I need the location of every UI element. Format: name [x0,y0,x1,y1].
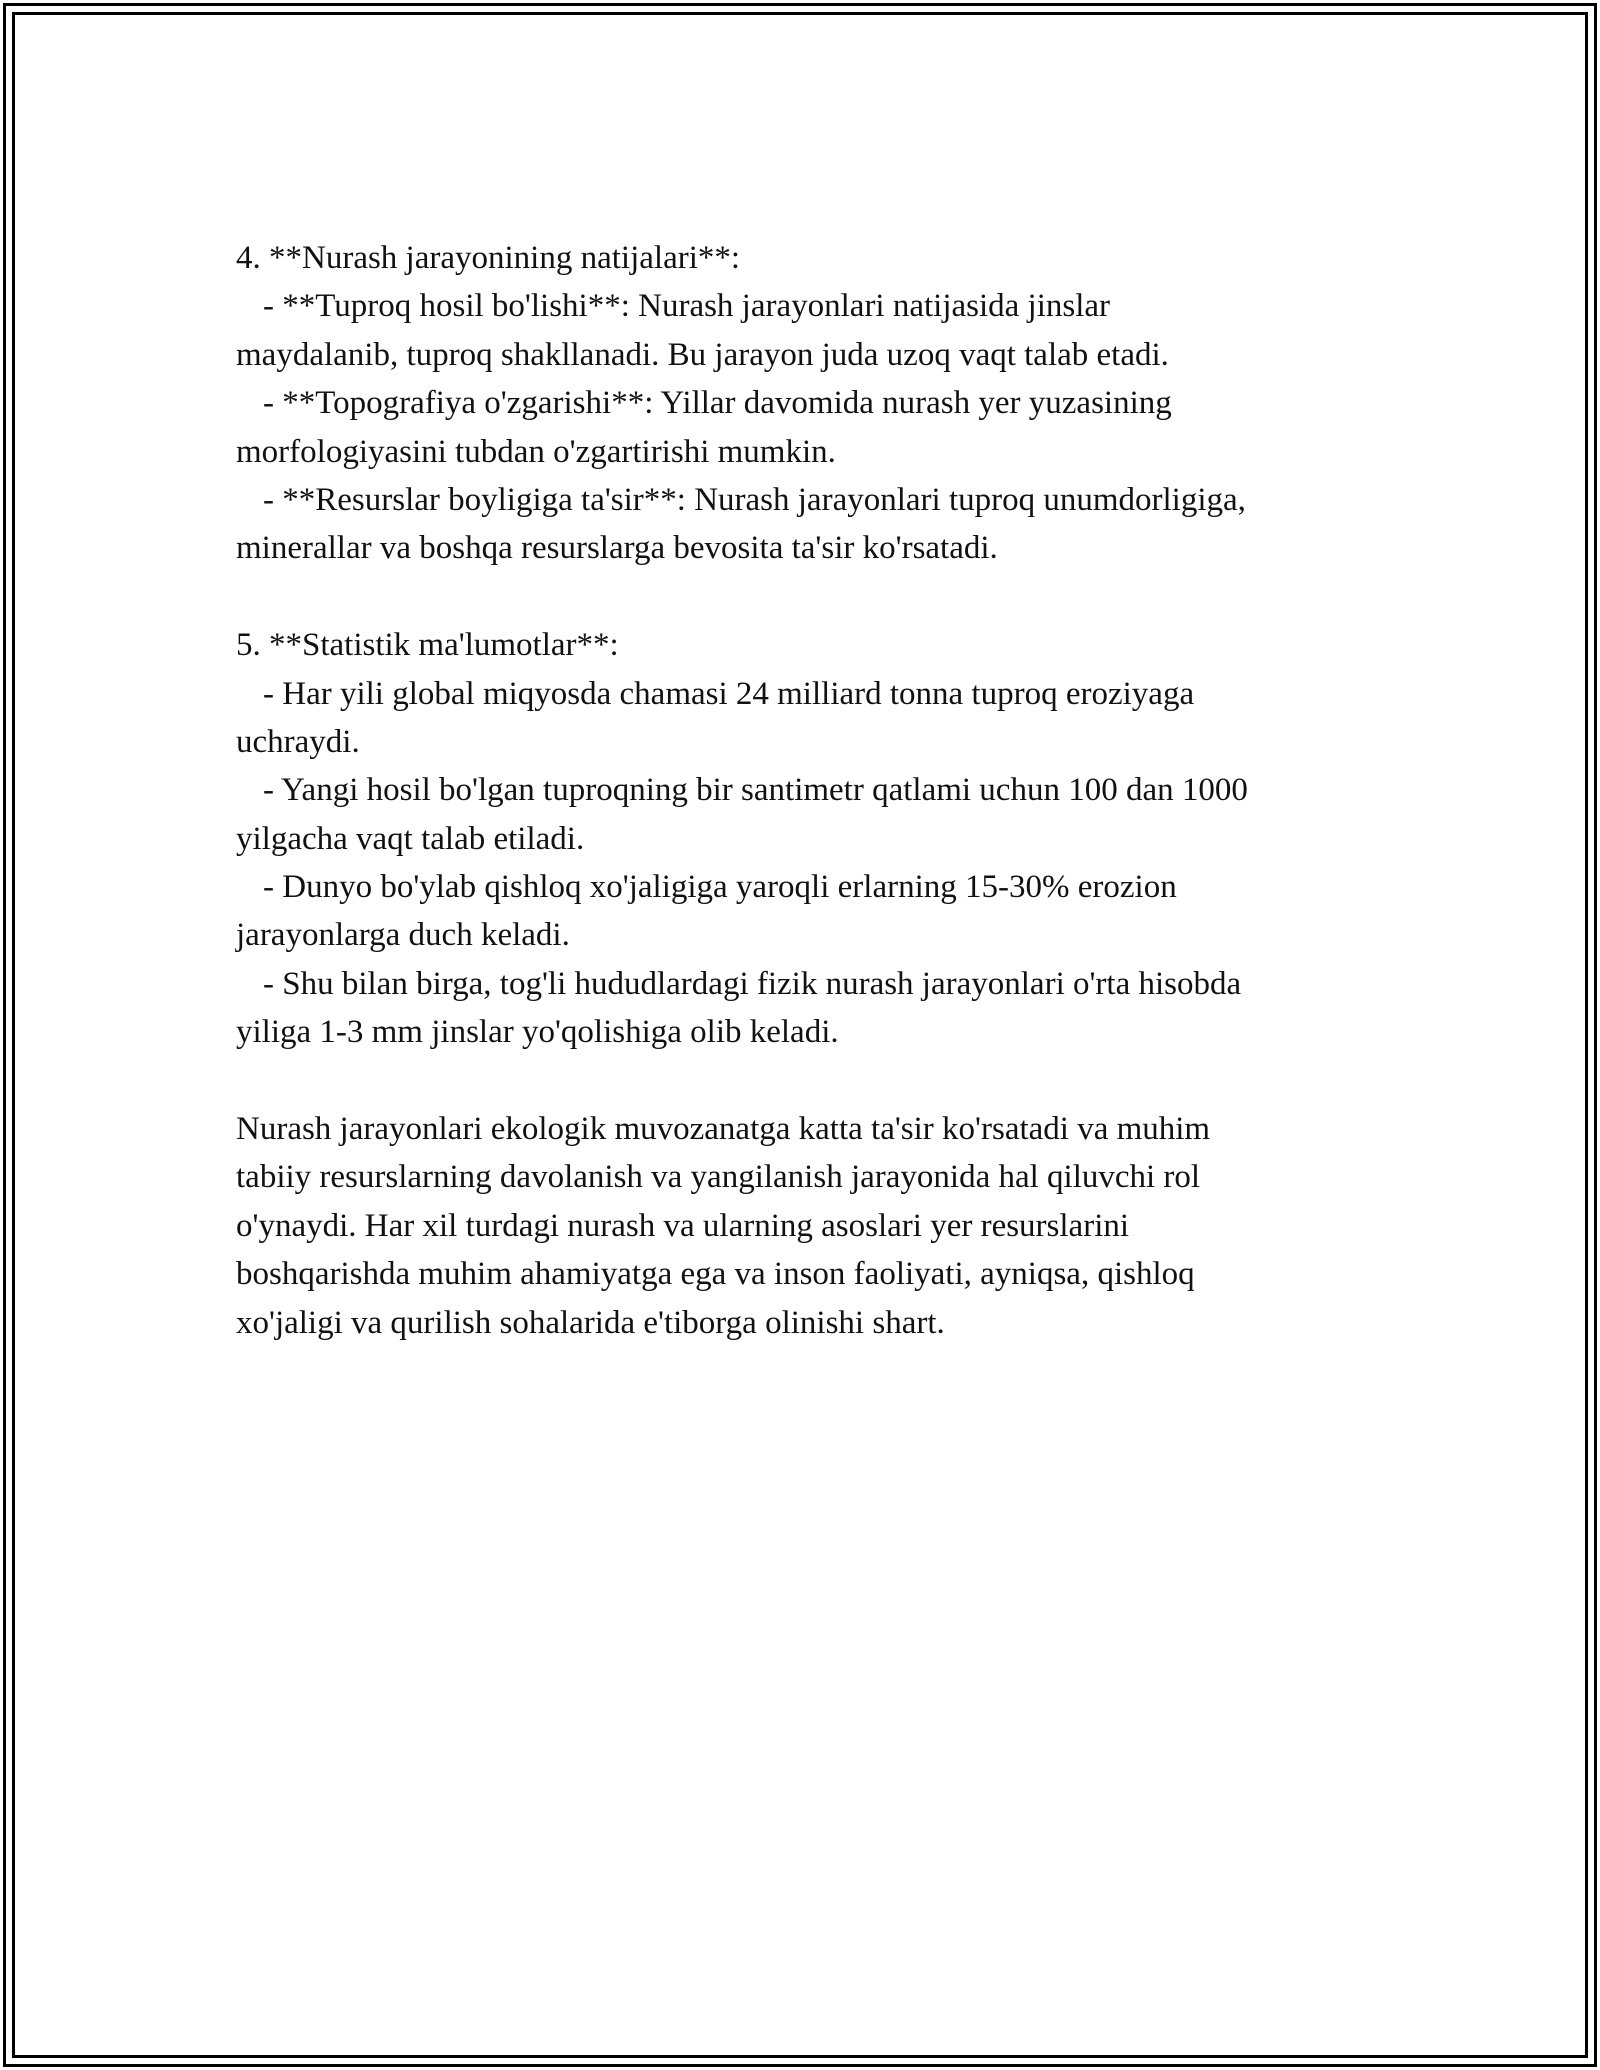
section-4-item-3-line-1: - **Resurslar boyligiga ta'sir**: Nurash jarayonlari tuproq unumdorligiga, [263,481,1246,518]
section-4-item-2-line-2: morfologiyasini tubdan o'zgartirishi mumkin. [236,433,836,470]
section-5-item-4-line-1: - Shu bilan birga, tog'li hududlardagi fizik nurash jarayonlari o'rta hisobda [263,965,1242,1002]
conclusion-line-5: xo'jaligi va qurilish sohalarida e'tiborga olinishi shart. [236,1304,945,1341]
section-5-item-3-line-2: jarayonlarga duch keladi. [236,917,570,954]
document-body [236,234,1386,1347]
paragraph-gap [236,573,1386,621]
section-5-item-2-line-1: - Yangi hosil bo'lgan tuproqning bir santimetr qatlami uchun 100 dan 1000 [263,772,1248,809]
section-4-item-1-line-1: - **Tuproq hosil bo'lishi**: Nurash jarayonlari natijasida jinslar [263,288,1111,325]
section-5-heading: 5. **Statistik ma'lumotlar**: [236,627,619,664]
conclusion-line-1: Nurash jarayonlari ekologik muvozanatga katta ta'sir ko'rsatadi va muhim [236,1111,1211,1148]
conclusion-line-4: boshqarishda muhim ahamiyatga ega va inson faoliyati, ayniqsa, qishloq [236,1256,1195,1293]
section-5-item-1-line-2: uchraydi. [236,723,360,760]
paragraph-gap [236,1057,1386,1105]
section-5-item-3-line-1: - Dunyo bo'ylab qishloq xo'jaligiga yaroqli erlarning 15-30% erozion [263,869,1177,906]
section-4-heading: 4. **Nurash jarayonining natijalari**: [236,240,741,276]
section-5-item-4-line-2: yiliga 1-3 mm jinslar yo'qolishiga olib keladi. [236,1014,839,1051]
conclusion-line-3: o'ynaydi. Har xil turdagi nurash va ularning asoslari yer resurslarini [236,1207,1130,1244]
section-5-item-2-line-2: yilgacha vaqt talab etiladi. [236,820,585,857]
section-4-item-2-line-1: - **Topografiya o'zgarishi**: Yillar davomida nurash yer yuzasining [263,385,1172,422]
section-4-item-1-line-2: maydalanib, tuproq shakllanadi. Bu jarayon juda uzoq vaqt talab etadi. [236,336,1169,373]
section-5-item-1-line-1: - Har yili global miqyosda chamasi 24 milliard tonna tuproq eroziyaga [263,675,1195,712]
section-4-item-3-line-2: minerallar va boshqa resurslarga bevosita ta'sir ko'rsatadi. [236,530,998,567]
conclusion-line-2: tabiiy resurslarning davolanish va yangilanish jarayonida hal qiluvchi rol [236,1159,1201,1196]
